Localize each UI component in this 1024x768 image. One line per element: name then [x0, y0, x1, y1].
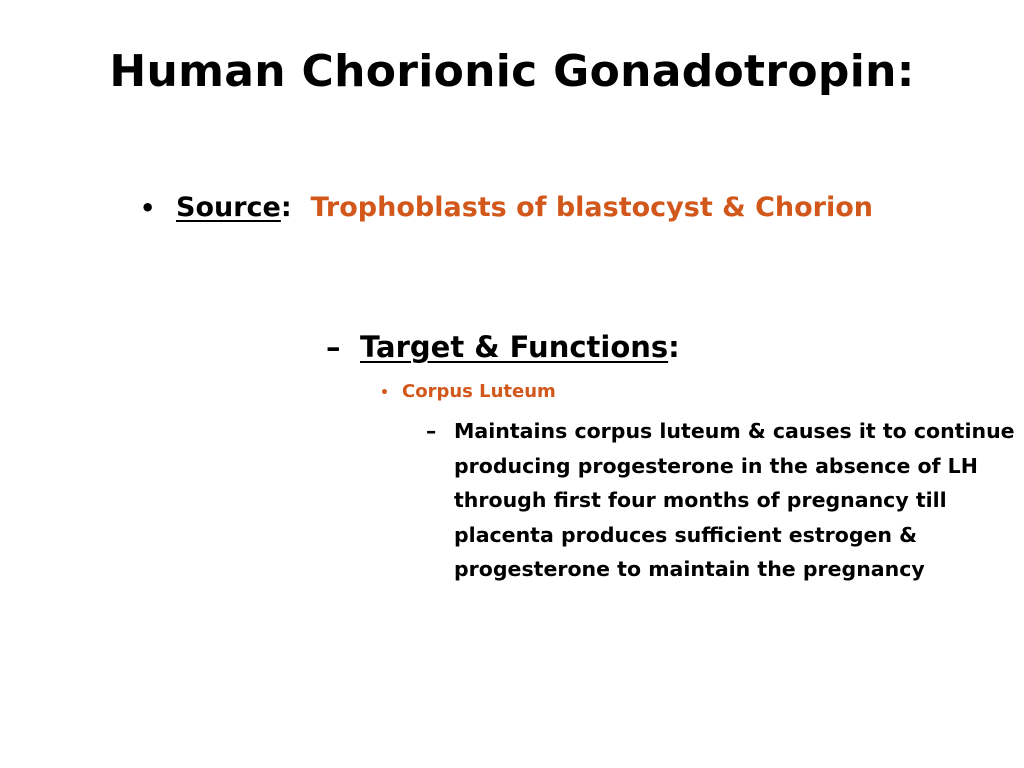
bullet-dot: • [140, 194, 156, 222]
function-description-item [426, 414, 1024, 587]
source-bullet-item [140, 188, 873, 228]
corpus-luteum-item [380, 379, 556, 406]
function-description-text: Maintains corpus luteum & causes it to continue producing progesterone in the absence of LH through first four months of pregnancy till placenta produces sufficient estrogen & progesterone to maintain the pregnancy [454, 419, 1015, 581]
target-functions-label: Target & Functions [360, 330, 669, 364]
target-functions-colon: : [668, 330, 680, 364]
dash-marker: – [426, 419, 437, 443]
target-functions-item [326, 326, 680, 368]
dash-marker: – [326, 330, 341, 364]
corpus-luteum-label: Corpus Luteum [402, 381, 556, 402]
source-colon: : [280, 192, 292, 223]
source-label: Source [176, 192, 281, 223]
slide-title: Human Chorionic Gonadotropin: [109, 46, 915, 97]
bullet-dot: • [380, 385, 389, 401]
source-value: Trophoblasts of blastocyst & Chorion [310, 192, 874, 223]
